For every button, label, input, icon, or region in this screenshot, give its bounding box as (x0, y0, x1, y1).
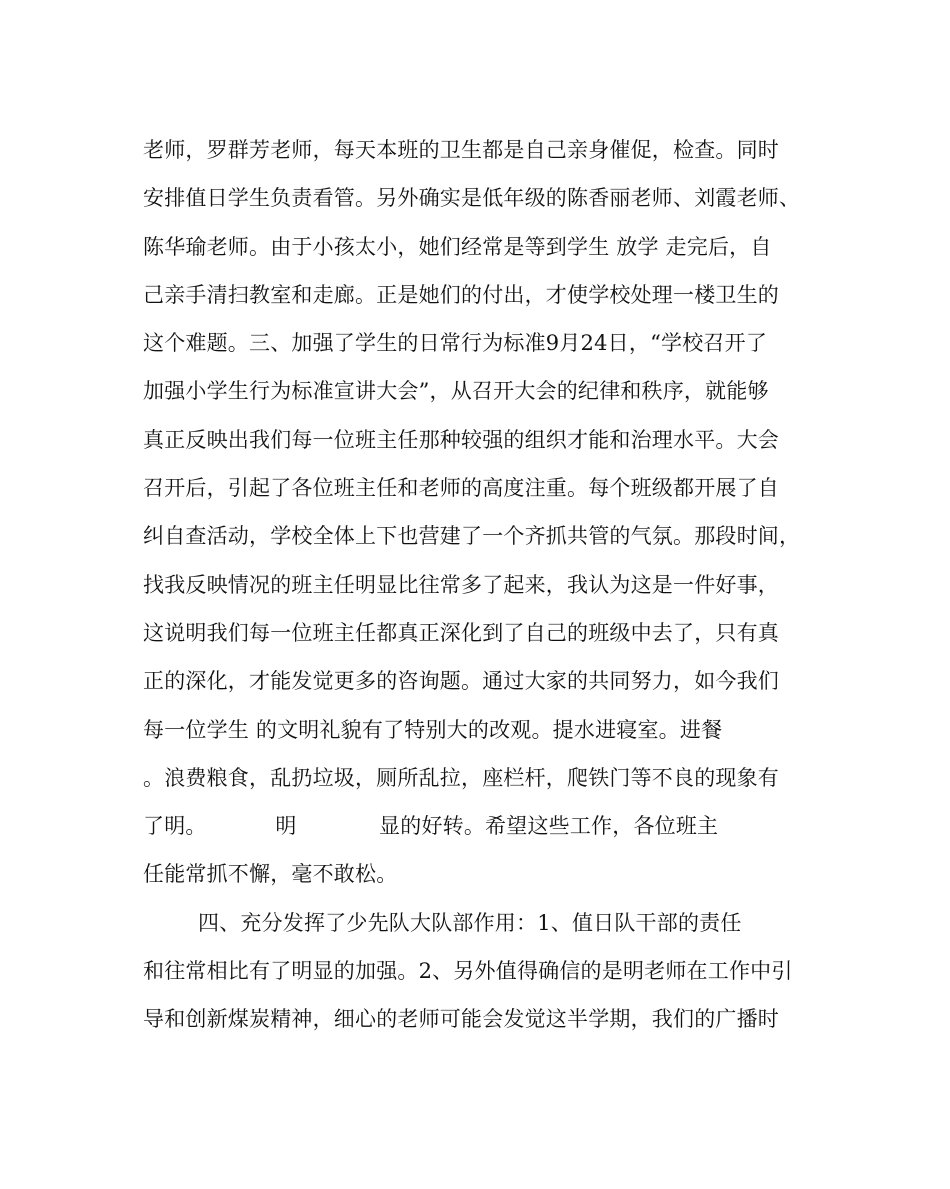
text-line: 正的深化，才能发觉更多的咨询题。通过大家的共同努力，如今我们 (143, 669, 779, 694)
text-line: 。浪费粮食，乱扔垃圾，厕所乱拉，座栏杆，爬铁门等不良的现象有 (143, 765, 779, 790)
text-line: 这个难题。三、加强了学生的日常行为标准9月24日，“学校召开了 (143, 331, 768, 356)
text-line: 老师，罗群芳老师，每天本班的卫生都是自己亲身催促，检查。同时 (143, 138, 779, 162)
text-line: 任能常抓不懈，毫不敢松。 (143, 862, 398, 887)
text-line: 己亲手清扫教室和走廊。正是她们的付出，才使学校处理一楼卫生的 (143, 282, 779, 307)
text-line: 纠自查活动，学校全体上下也营建了一个齐抓共管的气氛。那段时间， (143, 524, 801, 549)
text-line: 找我反映情况的班主任明显比往常多了起来，我认为这是一件好事， (143, 572, 779, 597)
text-line: 四、充分发挥了少先队大队部作用：1、值日队干部的责任 (143, 910, 742, 935)
text-line: 导和创新煤炭精神，细心的老师可能会发觉这半学期，我们的广播时 (143, 1007, 779, 1032)
text-line: 召开后，引起了各位班主任和老师的高度注重。每个班级都开展了自 (143, 476, 779, 501)
text-line: 这说明我们每一位班主任都真正深化到了自己的班级中去了，只有真 (143, 620, 779, 645)
text-line: 了明。 明 显的好转。希望这些工作，各位班主 (143, 814, 719, 839)
text-line: 加强小学生行为标准宣讲大会”，从召开大会的纪律和秩序，就能够 (143, 379, 769, 404)
text-line: 真正反映出我们每一位班主任那种较强的组织才能和治理水平。大会 (143, 427, 779, 452)
body-text (143, 126, 823, 1044)
text-line: 陈华瑜老师。由于小孩太小，她们经常是等到学生 放学 走完后，自 (143, 234, 772, 259)
text-line: 安排值日学生负责看管。另外确实是低年级的陈香丽老师、刘霞老师、 (143, 186, 801, 211)
text-line: 每一位学生 的文明礼貌有了特别大的改观。提水进寝室。进餐 (143, 717, 723, 742)
text-line: 和往常相比有了明显的加强。2、另外值得确信的是明老师在工作中引 (143, 959, 793, 984)
